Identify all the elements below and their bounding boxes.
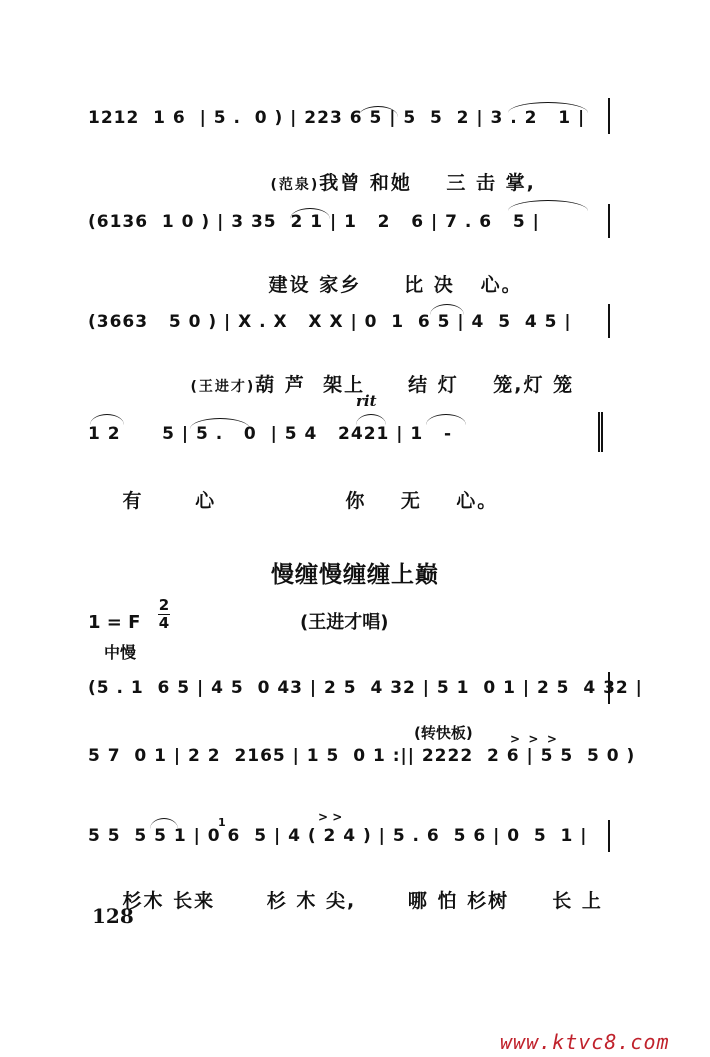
tempo-change-annotation: (转快板) bbox=[414, 724, 473, 742]
tempo-indication: 中慢 bbox=[104, 643, 137, 662]
accent-marks: > > > bbox=[510, 732, 557, 746]
slur bbox=[90, 414, 124, 425]
time-signature-denominator: 4 bbox=[158, 614, 170, 632]
lyric-line: 建设 家乡 比 决 心。 bbox=[268, 274, 523, 296]
note-group: 5 5 5 5 1 | 0 6 5 | 4 ( 2 4 ) | 5 . 6 5 6 | 0 5 1 | bbox=[88, 826, 588, 846]
time-signature bbox=[158, 598, 170, 631]
accent-marks: > > bbox=[318, 810, 343, 824]
barline bbox=[608, 304, 610, 338]
note-group: (3663 5 0 ) | X . X X X | 0 1 6 5 | 4 5 4 5 | bbox=[88, 312, 572, 332]
song-title: 慢缠慢缠缠上巅 bbox=[271, 562, 439, 588]
note-group: 1 2 5 | 5 . 0 | 5 4 2421 | 1 - bbox=[88, 424, 453, 444]
lyric-line: (王进才)葫 芦 架上 结 灯 笼,灯 笼 bbox=[190, 374, 575, 396]
key-signature: 1 = F bbox=[88, 612, 141, 633]
notation-line bbox=[0, 678, 710, 722]
note-group: (6136 1 0 ) | 3 35 2 1 | 1 2 6 | 7 . 6 5 | bbox=[88, 212, 540, 232]
lyric-line: (范泉)我曾 和她 三 击 掌, bbox=[270, 172, 536, 194]
page-number: 128 bbox=[92, 904, 134, 928]
time-signature-numerator: 2 bbox=[158, 596, 170, 614]
lyric-line: 有 心 你 无 心。 bbox=[122, 490, 499, 512]
barline bbox=[608, 98, 610, 134]
slur bbox=[150, 818, 178, 829]
notation-line bbox=[0, 746, 710, 790]
barline bbox=[608, 672, 610, 704]
slur bbox=[508, 102, 588, 113]
final-barline bbox=[598, 412, 603, 452]
note-group: 5 7 0 1 | 2 2 2165 | 1 5 0 1 :|| 2222 2 6 | 5 5 5 0 ) bbox=[88, 746, 636, 766]
notation-line bbox=[0, 424, 710, 468]
tempo-marking: rit bbox=[356, 392, 377, 410]
grace-note: 1 bbox=[218, 816, 226, 829]
barline bbox=[608, 204, 610, 238]
note-group: (5 . 1 6 5 | 4 5 0 43 | 2 5 4 32 | 5 1 0 1 | 2 5 4 32 | bbox=[88, 678, 643, 698]
lyric-line: 杉木 长来 杉 木 尖, 哪 怕 杉树 长 上 bbox=[122, 890, 603, 912]
tie bbox=[190, 418, 250, 429]
barline bbox=[608, 820, 610, 852]
singer-credit: (王进才唱) bbox=[300, 612, 389, 633]
watermark: www.ktvc8.com bbox=[500, 1030, 670, 1054]
note-group: 1212 1 6 | 5 . 0 ) | 223 6 5 | 5 5 2 | 3 . 2 1 | bbox=[88, 108, 586, 128]
